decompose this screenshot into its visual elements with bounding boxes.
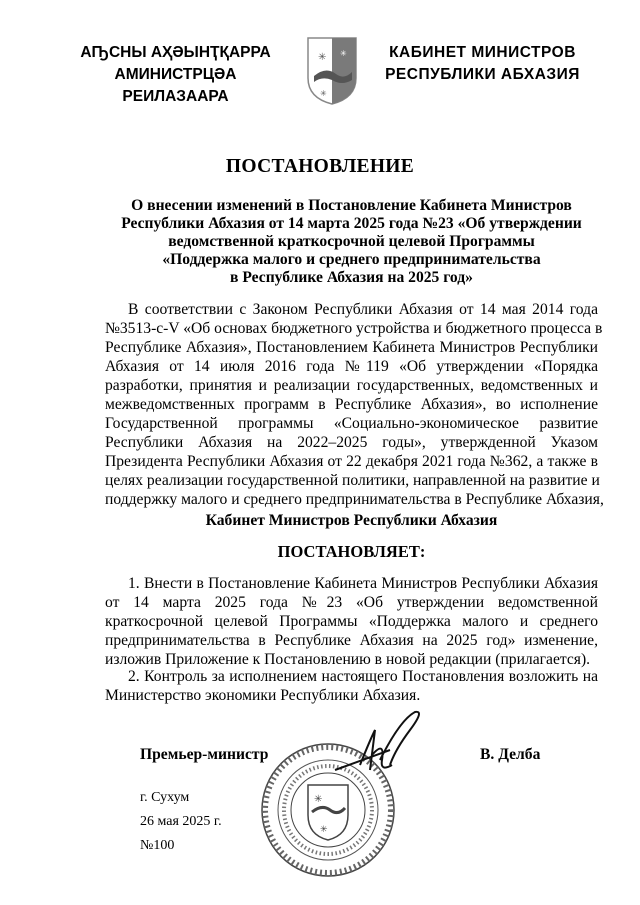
header-right-line: КАБИНЕТ МИНИСТРОВ bbox=[389, 44, 576, 61]
header-right-line: РЕСПУБЛИКИ АБХАЗИЯ bbox=[385, 66, 580, 83]
item2-line: 2. Контроль за исполнением настоящего Постановления возложить на bbox=[128, 668, 598, 685]
svg-text:✳: ✳ bbox=[314, 794, 323, 805]
preamble-line: №3513-с-V «Об основах бюджетного устройства и бюджетного процесса в bbox=[105, 320, 603, 337]
preamble-line: межведомственных программ в Республике Абхазия», во исполнение bbox=[105, 396, 598, 413]
header-left-line: АҦСНЫ АҲӘЫНҬҚАРРА bbox=[80, 44, 271, 61]
signatory-name: В. Делба bbox=[480, 746, 541, 763]
svg-text:✳: ✳ bbox=[320, 824, 328, 834]
item1-line: изложив Приложение к Постановлению в новой редакции (прилагается). bbox=[105, 651, 591, 668]
preamble-line: Республики Абхазия на 2022–2025 годы», утвержденной Указом bbox=[105, 434, 598, 451]
subject-line: О внесении изменений в Постановление Кабинета Министров bbox=[131, 197, 572, 214]
item2-line: Министерство экономики Республики Абхазия. bbox=[105, 687, 421, 704]
coat-of-arms-icon bbox=[306, 36, 358, 106]
preamble-line: Президента Республики Абхазия от 22 декабря 2021 года №362, а также в bbox=[105, 453, 598, 470]
header-right bbox=[375, 42, 590, 86]
city: г. Сухум bbox=[140, 790, 190, 805]
preamble-line: Государственной программы «Социально-экономическое развитие bbox=[105, 415, 598, 432]
document-date: 26 мая 2025 г. bbox=[140, 814, 222, 829]
resolves-heading: ПОСТАНОВЛЯЕТ: bbox=[277, 542, 426, 561]
preamble-line: В соответствии с Законом Республики Абхазия от 14 мая 2014 года bbox=[128, 301, 598, 318]
svg-text:✳: ✳ bbox=[340, 49, 347, 58]
header-left bbox=[68, 42, 283, 108]
item1-line: краткосрочной целевой Программы «Поддержка малого и среднего bbox=[105, 613, 598, 630]
item1-line: от 14 марта 2025 года №23 «Об утверждении ведомственной bbox=[105, 594, 598, 611]
item1-line: 1. Внести в Постановление Кабинета Министров Республики Абхазия bbox=[128, 575, 598, 592]
preamble-line: Республике Абхазия», Постановлением Кабинета Министров Республики bbox=[105, 339, 598, 356]
preamble-line: поддержку малого и среднего предпринимательства в Республике Абхазия, bbox=[105, 491, 604, 508]
preamble-line: Абхазия от 14 июля 2016 года №119 «Об утверждении «Порядка bbox=[105, 358, 598, 375]
document-title: ПОСТАНОВЛЕНИЕ bbox=[225, 156, 415, 177]
subject-line: ведомственной краткосрочной целевой Программы bbox=[168, 233, 535, 250]
header-left-line: АМИНИСТРЦӘА РЕИЛАЗААРА bbox=[114, 66, 237, 105]
preamble-line: целях реализации государственной политики, направленной на развитие и bbox=[105, 472, 600, 489]
signatory-position: Премьер-министр bbox=[140, 746, 269, 763]
subject-line: Республики Абхазия от 14 марта 2025 года №23 «Об утверждении bbox=[121, 215, 582, 232]
issuer: Кабинет Министров Республики Абхазия bbox=[205, 512, 498, 529]
document-number: №100 bbox=[140, 838, 175, 853]
svg-text:✳: ✳ bbox=[318, 52, 327, 63]
subject-line: «Поддержка малого и среднего предпринимательства bbox=[162, 251, 541, 268]
subject-line: в Республике Абхазия на 2025 год» bbox=[230, 269, 473, 286]
item1-line: предпринимательства в Республике Абхазия на 2025 год» изменение, bbox=[105, 632, 598, 649]
signature-mark bbox=[330, 710, 440, 785]
preamble-line: разработки, принятия и реализации государственных, ведомственных и bbox=[105, 377, 598, 394]
svg-text:✳: ✳ bbox=[320, 89, 327, 98]
